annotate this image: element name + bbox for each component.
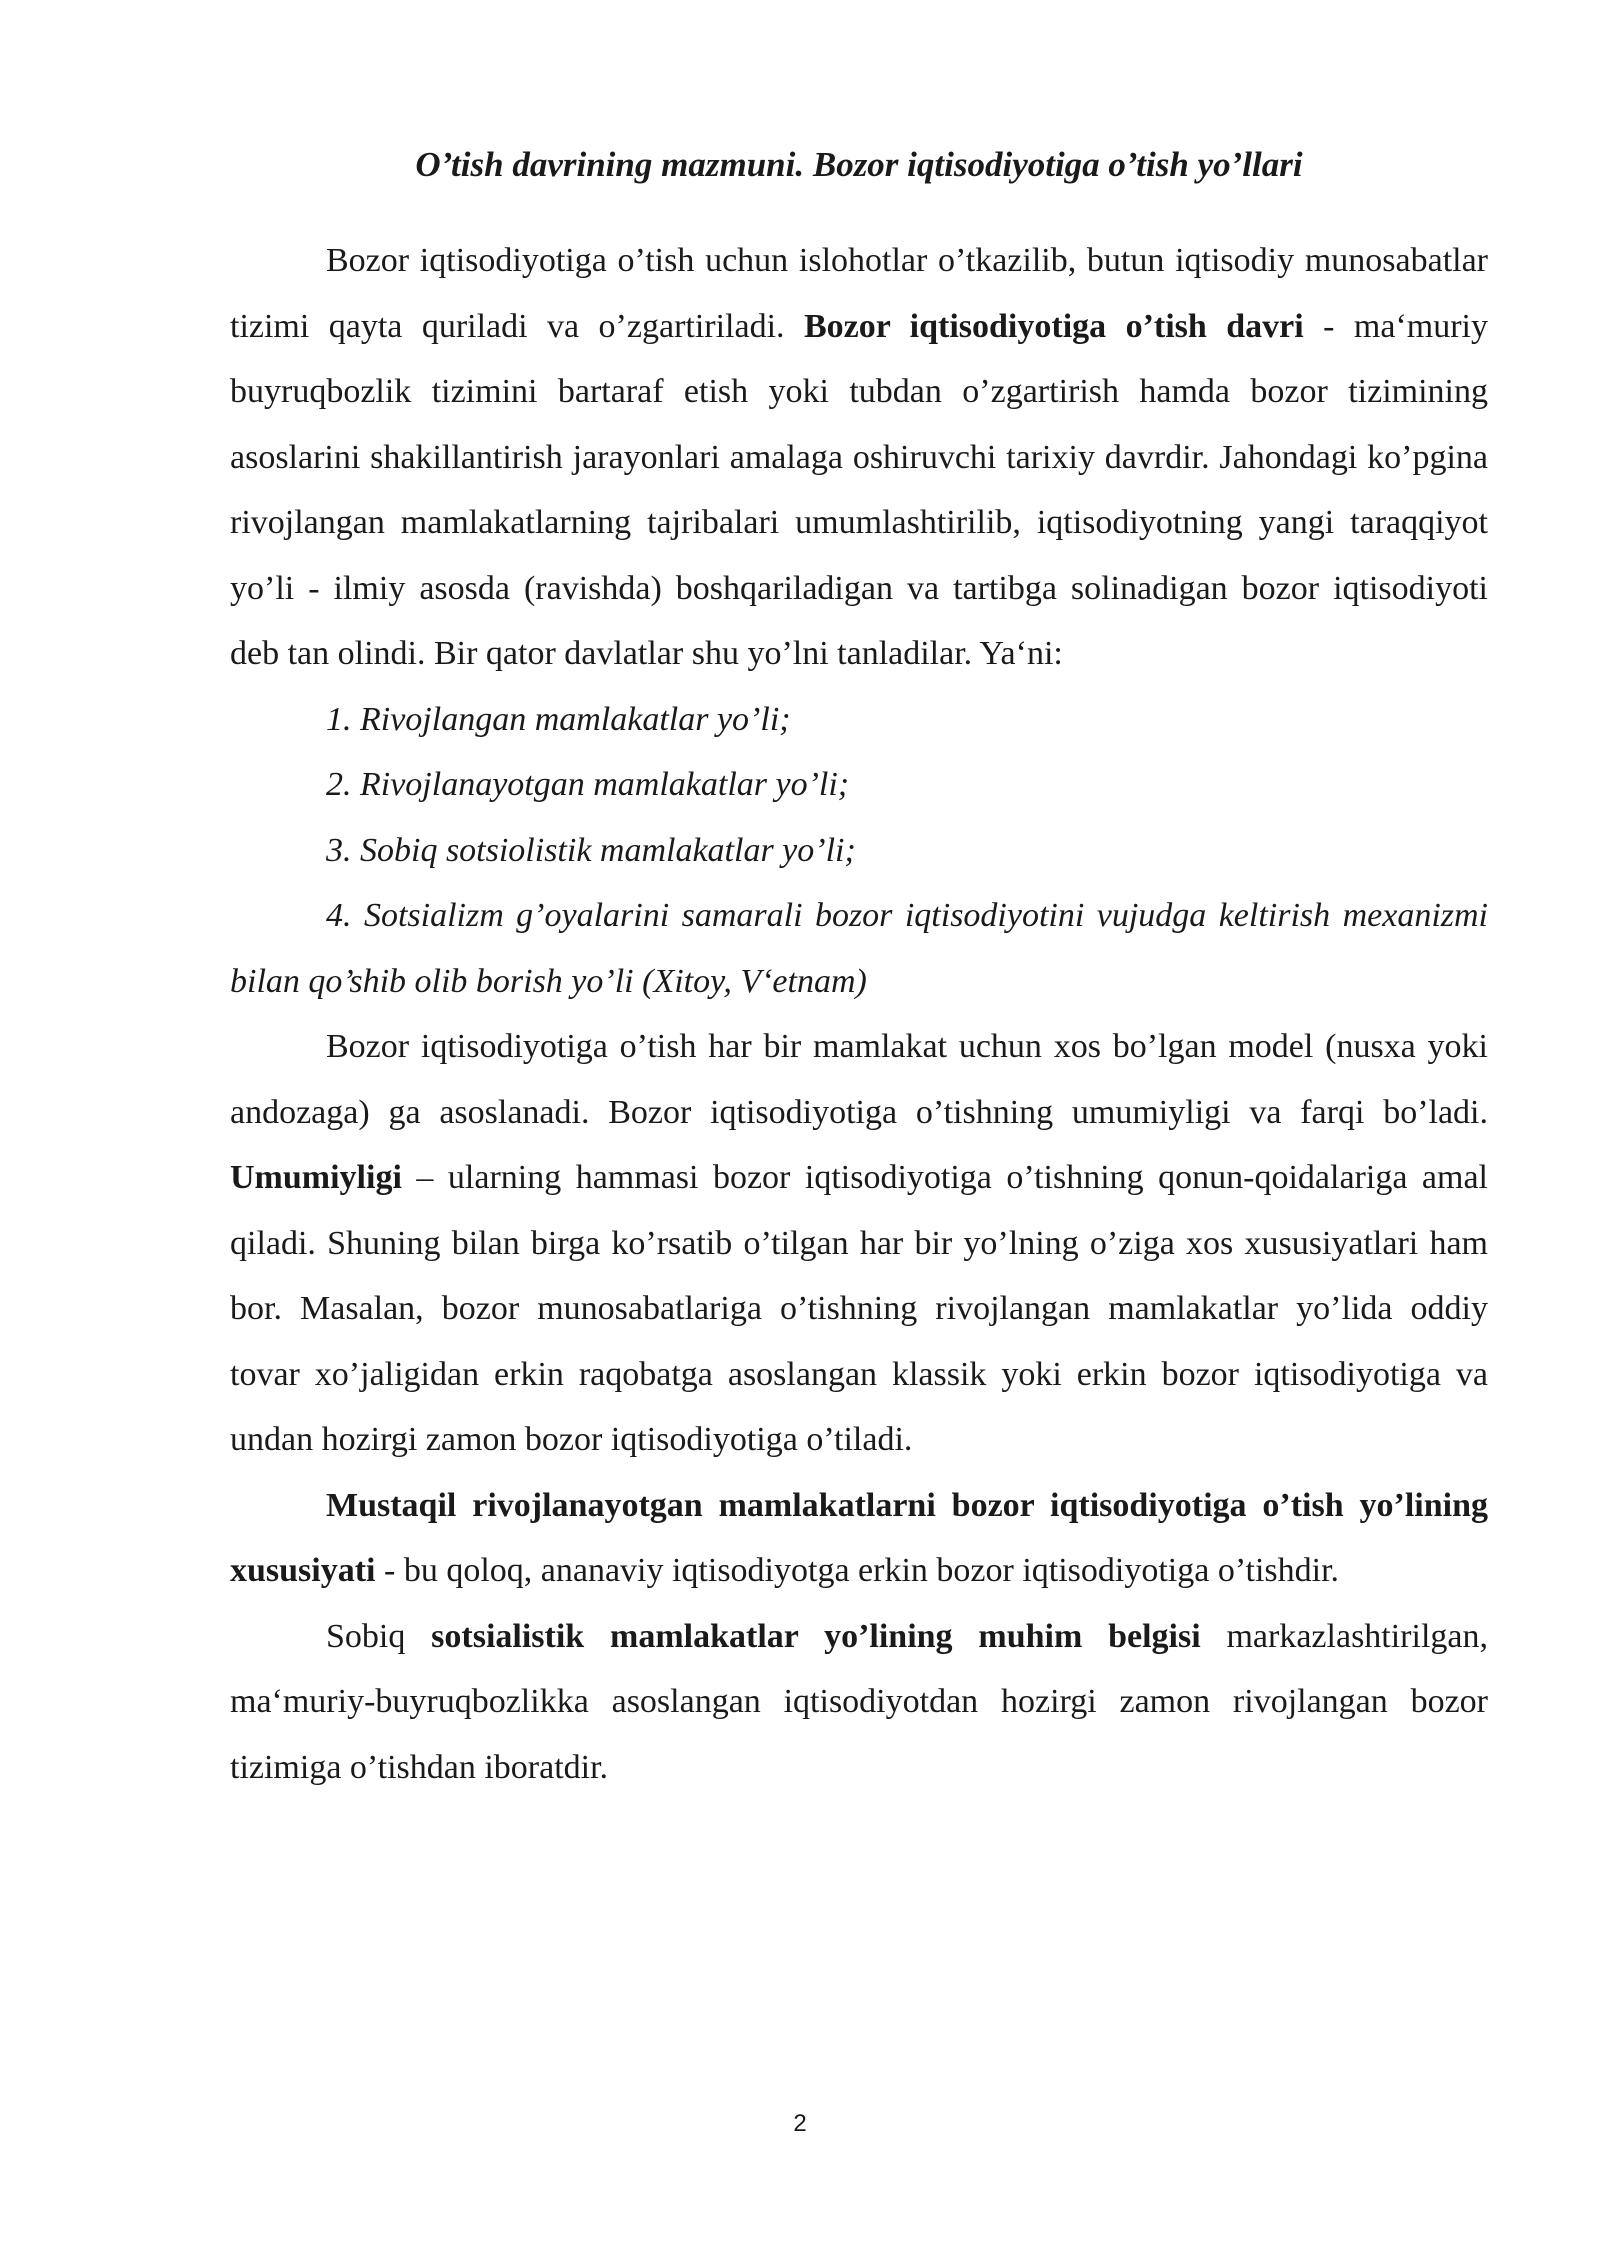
list-item-3: 3. Sobiq sotsiolistik mamlakatlar yo’li;	[326, 831, 856, 869]
term-socialist-path: sotsialistik mamlakatlar yo’lining muhim belgisi	[431, 1617, 1201, 1655]
paragraph-socialist-countries	[230, 1604, 1488, 1801]
paragraph-intro-text-a: Bozor iqtisodiyotiga o’tish uchun islohotlar o’tkazilib, butun iqtisodiy munosabatlar tizimi qayta quriladi va o’zgartiriladi.	[230, 242, 1488, 345]
list-item-4: 4. Sotsializm g’oyalarini samarali bozor iqtisodiyotini vujudga keltirish mexanizmi bilan qo’shib olib borish yo’li (Xitoy, V‘etnam)	[230, 897, 1488, 1000]
paragraph-intro-text-b: - ma‘muriy buyruqbozlik tizimini bartaraf etish yoki tubdan o’zgartirish hamda bozor tizimining asoslarini shakillantirish jarayonlari amalaga oshiruvchi tarixiy davrdir. Jahondagi ko’pgina rivojlangan mamlakatlarning tajribalari umumlashtirilib, iqtisodiyotning yangi taraqqiyot yo’li - ilmiy asosda (ravishda) boshqariladigan va tartibga solinadigan bozor iqtisodiyoti deb tan olindi. Bir qator davlatlar shu yo’lni tanladilar. Ya‘ni:	[230, 307, 1488, 672]
paragraph-models	[230, 1014, 1488, 1473]
paragraph-models-text-a: Bozor iqtisodiyotiga o’tish har bir mamlakat uchun xos bo’lgan model (nusxa yoki andozaga) ga asoslanadi. Bozor iqtisodiyotiga o’tishning umumiyligi va farqi bo’ladi.	[230, 1028, 1488, 1131]
paragraph-developing-text: - bu qoloq, ananaviy iqtisodiyotga erkin bozor iqtisodiyotiga o’tishdir.	[375, 1552, 1340, 1589]
term-developing-path: Mustaqil rivojlanayotgan mamlakatlarni bozor iqtisodiyotiga o’tish yo’lining xususiyati	[230, 1486, 1488, 1589]
paragraph-socialist-text-b: markazlashtirilgan, ma‘muriy-buyruqbozlikka asoslangan iqtisodiyotdan hozirgi zamon rivojlangan bozor tizimiga o’tishdan iboratdir.	[230, 1617, 1488, 1786]
term-commonality: Umumiyligi	[230, 1159, 402, 1196]
document-page	[230, 140, 1488, 1800]
list-item-2: 2. Rivojlanayotgan mamlakatlar yo’li;	[326, 766, 850, 803]
paragraph-intro	[230, 228, 1488, 687]
document-title: O’tish davrining mazmuni. Bozor iqtisodiyotiga o’tish yo’llari	[415, 145, 1303, 184]
paragraph-developing-countries	[230, 1473, 1488, 1604]
paragraph-socialist-text-a: Sobiq	[326, 1617, 432, 1655]
page-number: 2	[793, 2110, 807, 2137]
paragraph-models-text-b: – ularning hammasi bozor iqtisodiyotiga o’tishning qonun-qoidalariga amal qiladi. Shuning bilan birga ko’rsatib o’tilgan har bir yo’lning o’ziga xos xususiyatlari ham bor. Masalan, bozor munosabatlariga o’tishning rivojlangan mamlakatlar yo’lida oddiy tovar xo’jaligidan erkin raqobatga asoslangan klassik yoki erkin bozor iqtisodiyotiga va undan hozirgi zamon bozor iqtisodiyotiga o’tiladi.	[230, 1159, 1488, 1458]
term-transition-period: Bozor iqtisodiyotiga o’tish davri	[803, 307, 1304, 345]
list-item-1: 1. Rivojlangan mamlakatlar yo’li;	[326, 700, 791, 738]
